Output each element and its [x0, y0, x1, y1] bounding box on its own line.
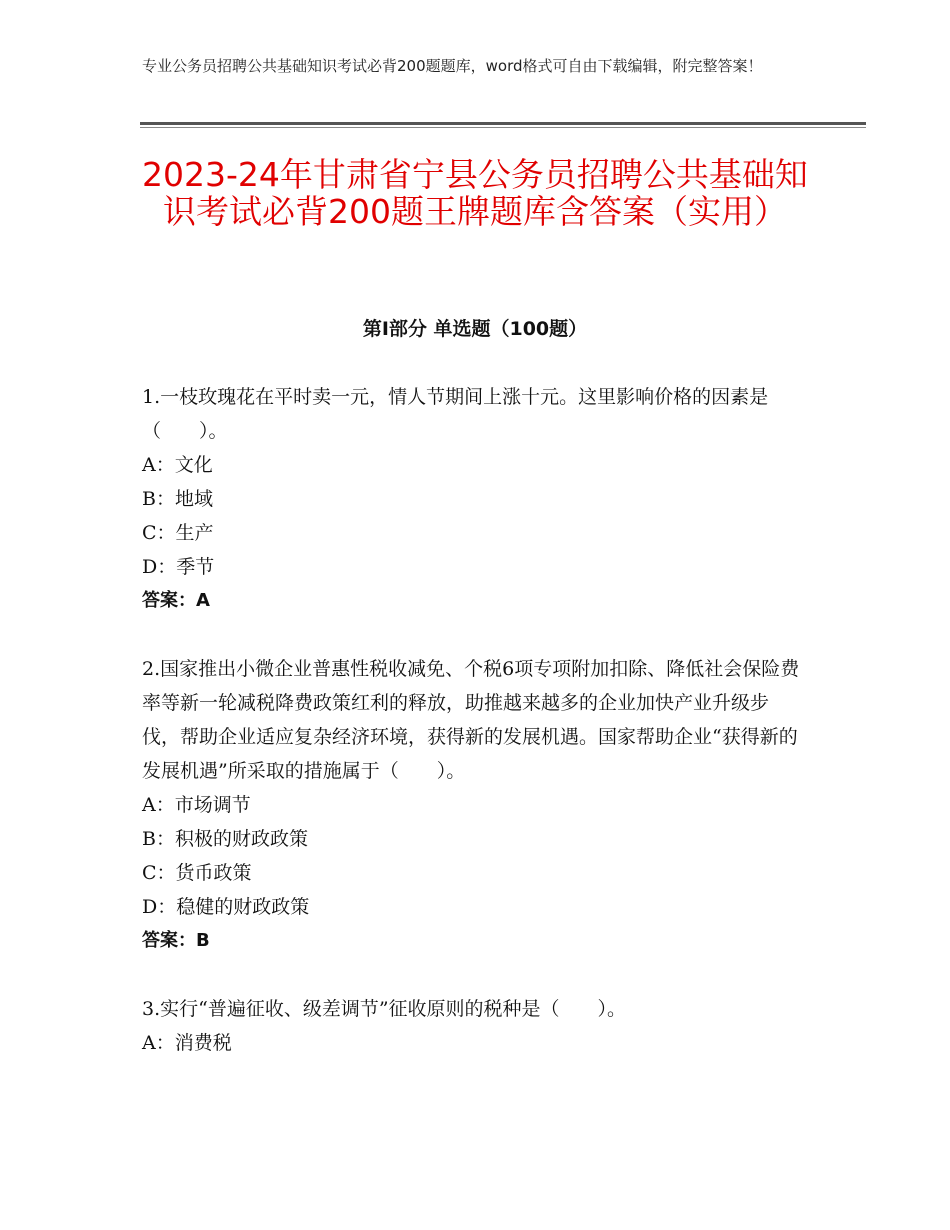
question-stem: 1.一枝玫瑰花在平时卖一元，情人节期间上涨十元。这里影响价格的因素是（ ）。 — [142, 386, 769, 442]
question-stem: 3.实行“普遍征收、级差调节”征收原则的税种是（ ）。 — [142, 998, 627, 1020]
option-c: C：生产 — [142, 522, 214, 544]
answer-line: 答案：A — [142, 590, 210, 611]
header-rule-thick — [140, 122, 866, 125]
option-b: B：积极的财政政策 — [142, 828, 308, 850]
option-c: C：货币政策 — [142, 862, 252, 884]
question-list — [142, 380, 802, 1094]
document-title: 2023-24年甘肃省宁县公务员招聘公共基础知识考试必背200题王牌题库含答案（实用） — [142, 155, 808, 231]
option-a: A：文化 — [142, 454, 213, 476]
option-d: D：稳健的财政政策 — [142, 896, 310, 918]
question-1 — [142, 380, 802, 618]
answer-line: 答案：B — [142, 930, 210, 951]
header-note: 专业公务员招聘公共基础知识考试必背200题题库，word格式可自由下载编辑，附完整答案！ — [142, 57, 763, 75]
option-a: A：消费税 — [142, 1032, 232, 1054]
option-a: A：市场调节 — [142, 794, 251, 816]
question-stem: 2.国家推出小微企业普惠性税收减免、个税6项专项附加扣除、降低社会保险费率等新一轮减税降费政策红利的释放，助推越来越多的企业加快产业升级步伐，帮助企业适应复杂经济环境，获得新的发展机遇。国家帮助企业“获得新的发展机遇”所采取的措施属于（ ）。 — [142, 658, 800, 782]
question-3 — [142, 992, 802, 1060]
option-d: D：季节 — [142, 556, 215, 578]
section-title: 第Ⅰ部分 单选题（100题） — [362, 318, 588, 340]
header-rule-thin — [140, 127, 866, 128]
question-2 — [142, 652, 802, 958]
option-b: B：地域 — [142, 488, 213, 510]
